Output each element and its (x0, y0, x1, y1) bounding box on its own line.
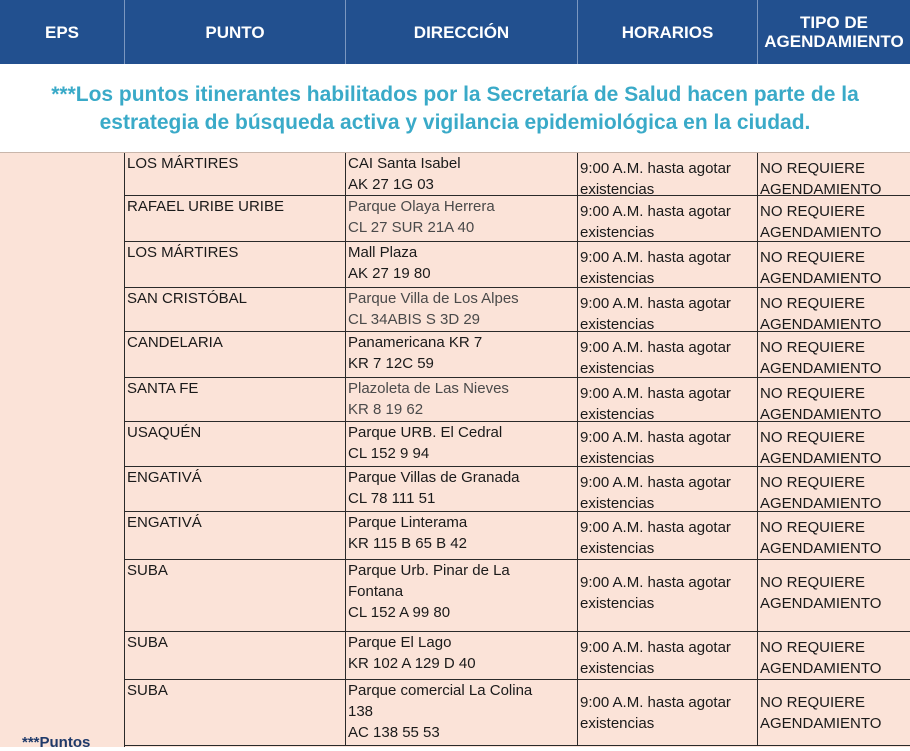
cell-punto: LOS MÁRTIRES (125, 242, 346, 287)
cell-direccion: Parque Linterama KR 115 B 65 B 42 (346, 512, 578, 559)
cell-punto: LOS MÁRTIRES (125, 153, 346, 195)
table-row (125, 332, 910, 378)
cell-tipo: NO REQUIERE AGENDAMIENTO (760, 295, 882, 333)
cell-horarios: 9:00 A.M. hasta agotar existencias (578, 196, 758, 241)
table-row (125, 632, 910, 680)
cell-horarios: 9:00 A.M. hasta agotar existencias (578, 153, 758, 195)
cell-direccion: Plazoleta de Las Nieves KR 8 19 62 (346, 378, 578, 421)
cell-horarios: 9:00 A.M. hasta agotar existencias (578, 632, 758, 679)
cell-punto: RAFAEL URIBE URIBE (125, 196, 346, 241)
cell-direccion: Parque URB. El Cedral CL 152 9 94 (346, 422, 578, 466)
cell-tipo: NO REQUIERE AGENDAMIENTO (760, 574, 882, 612)
table-header (0, 0, 910, 64)
cell-horarios: 9:00 A.M. hasta agotar existencias (578, 560, 758, 631)
itinerant-points-notice: ***Los puntos itinerantes habilitados por la Secretaría de Salud hacen parte de la estrategia de búsqueda activa y vigilancia epidemiológica en la ciudad. (0, 64, 910, 153)
cell-tipo: NO REQUIERE AGENDAMIENTO (760, 519, 882, 557)
cell-punto: USAQUÉN (125, 422, 346, 466)
cell-punto: SAN CRISTÓBAL (125, 288, 346, 331)
table-row (125, 512, 910, 560)
cell-tipo: NO REQUIERE AGENDAMIENTO (760, 160, 882, 198)
cell-direccion: Mall Plaza AK 27 19 80 (346, 242, 578, 287)
cell-horarios: 9:00 A.M. hasta agotar existencias (578, 332, 758, 377)
table-row (125, 680, 910, 746)
cell-tipo: NO REQUIERE AGENDAMIENTO (760, 429, 882, 467)
cell-horarios: 9:00 A.M. hasta agotar existencias (578, 378, 758, 421)
cell-direccion: Panamericana KR 7 KR 7 12C 59 (346, 332, 578, 377)
cell-tipo: NO REQUIERE AGENDAMIENTO (760, 249, 882, 287)
cell-tipo: NO REQUIERE AGENDAMIENTO (760, 339, 882, 377)
cell-direccion: Parque comercial La Colina 138 AC 138 55 53 (346, 680, 578, 745)
cell-punto: SUBA (125, 560, 346, 631)
cell-direccion: Parque Villa de Los Alpes CL 34ABIS S 3D 29 (346, 288, 578, 331)
cell-punto: ENGATIVÁ (125, 512, 346, 559)
footnote-puntos: ***Puntos (22, 734, 91, 751)
header-tipo-agendamiento: TIPO DE AGENDAMIENTO (764, 13, 904, 51)
table-row (125, 153, 910, 196)
cell-tipo: NO REQUIERE AGENDAMIENTO (760, 694, 882, 732)
cell-horarios: 9:00 A.M. hasta agotar existencias (578, 288, 758, 331)
header-direccion: DIRECCIÓN (346, 0, 578, 64)
table-row (125, 242, 910, 288)
cell-direccion: Parque Villas de Granada CL 78 111 51 (346, 467, 578, 511)
header-eps: EPS (0, 0, 125, 64)
table-row (125, 378, 910, 422)
cell-tipo: NO REQUIERE AGENDAMIENTO (760, 385, 882, 423)
cell-horarios: 9:00 A.M. hasta agotar existencias (578, 422, 758, 466)
header-punto: PUNTO (125, 0, 346, 64)
cell-horarios: 9:00 A.M. hasta agotar existencias (578, 512, 758, 559)
table-row (125, 560, 910, 632)
table-body (0, 153, 910, 751)
cell-horarios: 9:00 A.M. hasta agotar existencias (578, 680, 758, 745)
cell-horarios: 9:00 A.M. hasta agotar existencias (578, 242, 758, 287)
table-row (125, 196, 910, 242)
cell-tipo: NO REQUIERE AGENDAMIENTO (760, 203, 882, 241)
cell-tipo: NO REQUIERE AGENDAMIENTO (760, 639, 882, 677)
table-row (125, 288, 910, 332)
table-row (125, 467, 910, 512)
cell-direccion: Parque El Lago KR 102 A 129 D 40 (346, 632, 578, 679)
header-horarios: HORARIOS (578, 0, 758, 64)
cell-horarios: 9:00 A.M. hasta agotar existencias (578, 467, 758, 511)
cell-punto: ENGATIVÁ (125, 467, 346, 511)
cell-tipo: NO REQUIERE AGENDAMIENTO (760, 474, 882, 512)
table-row (125, 422, 910, 467)
cell-punto: SUBA (125, 680, 346, 745)
cell-punto: SANTA FE (125, 378, 346, 421)
cell-direccion: Parque Olaya Herrera CL 27 SUR 21A 40 (346, 196, 578, 241)
cell-punto: SUBA (125, 632, 346, 679)
cell-punto: CANDELARIA (125, 332, 346, 377)
cell-direccion: Parque Urb. Pinar de La Fontana CL 152 A 99 80 (346, 560, 578, 631)
eps-column (0, 153, 125, 751)
cell-direccion: CAI Santa Isabel AK 27 1G 03 (346, 153, 578, 195)
